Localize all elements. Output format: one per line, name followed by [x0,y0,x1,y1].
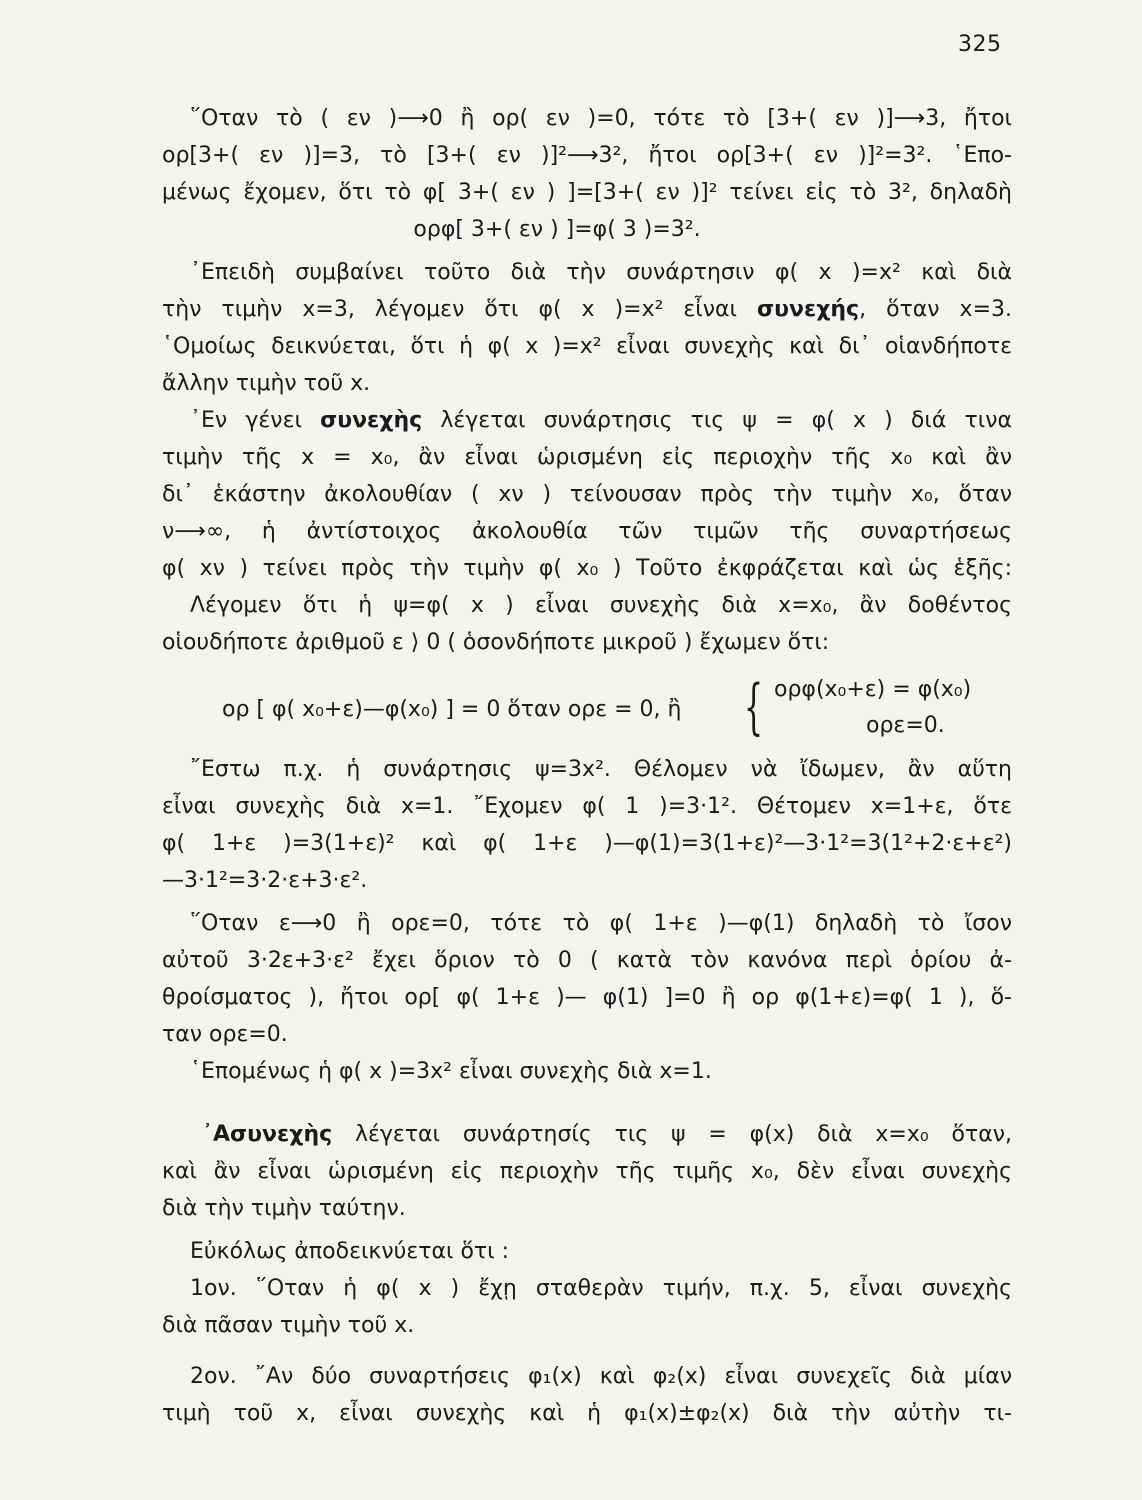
paragraphs-part-1 [162,100,1012,661]
limit-formula [162,671,1012,747]
text-line: φ( xν ) τείνει πρὸς τὴν τιμὴν φ( x₀ ) Τοῦτο ἐκφράζεται καὶ ὡς ἑξῆς: [162,556,1012,581]
text-line: οἱουδήποτε ἀριθμοῦ ε ⟩ 0 ( ὁσονδήποτε μικροῦ ) ἔχωμεν ὅτι: [162,630,830,655]
text-line: ῞Οταν ε⟶0 ἢ ορε=0, τότε τὸ φ( 1+ε )—φ(1) δηλαδὴ τὸ ἴσον [190,911,1012,936]
text-line: ν⟶∞, ἡ ἀντίστοιχος ἀκολουθία τῶν τιμῶν τῆς συναρτήσεως [162,519,1012,544]
text-line: αὐτοῦ 3·2ε+3·ε² ἔχει ὅριον τὸ 0 ( κατὰ τὸν κανόνα περὶ ὁρίου ἀ- [162,948,1012,973]
text-line: ῾Ομοίως δεικνύεται, ὅτι ἡ φ( x )=x² εἶναι συνεχὴς καὶ δι᾿ οἱανδήποτε [162,334,1012,359]
defined-term: συνεχὴς [320,408,423,433]
defined-term: ᾿Ασυνεχὴς [202,1122,333,1147]
text-line: εἶναι συνεχὴς διὰ x=1. ῎Εχομεν φ( 1 )=3·1². Θέτομεν x=1+ε, ὅτε [162,794,1012,819]
text-line: Λέγομεν ὅτι ἡ ψ=φ( x ) εἶναι συνεχὴς διὰ x=x₀, ἂν δοθέντος [190,593,1012,618]
text-line: διὰ τὴν τιμὴν ταύτην. [162,1196,406,1221]
text-line: 2ον. ῎Αν δύο συναρτήσεις φ₁(x) καὶ φ₂(x) εἶναι συνεχεῖς διὰ μίαν [190,1364,1012,1389]
text-line: ᾿Εν γένει συνεχὴς λέγεται συνάρτησις τις ψ = φ( x ) διά τινα [190,408,1012,433]
text-line: φ( 1+ε )=3(1+ε)² καὶ φ( 1+ε )—φ(1)=3(1+ε)²—3·1²=3(1²+2·ε+ε²) [162,831,1012,856]
text-line: —3·1²=3·2·ε+3·ε². [162,868,368,893]
text-line: ᾿Ασυνεχὴς λέγεται συνάρτησίς τις ψ = φ(x) διὰ x=x₀ ὅταν, [202,1122,1012,1147]
text-line: ᾿Επειδὴ συμβαίνει τοῦτο διὰ τὴν συνάρτησιν φ( x )=x² καὶ διὰ [190,260,1012,285]
text-line: ἄλλην τιμὴν τοῦ x. [162,371,371,396]
text-line: μένως ἔχομεν, ὅτι τὸ φ[ 3+( εν ) ]=[3+( εν )]² τείνει εἰς τὸ 3², δηλαδὴ [162,180,1012,205]
defined-term: συνεχής [756,297,860,322]
text-line: Εὐκόλως ἀποδεικνύεται ὅτι : [190,1239,510,1264]
text-body [162,100,1012,1432]
page-number: 325 [958,32,1002,57]
formula-left: ορ [ φ( x₀+ε)—φ(x₀) ] = 0 ὅταν ορε = 0, ἢ [222,697,682,722]
text-line: τιμὴ τοῦ x, εἶναι συνεχὴς καὶ ἡ φ₁(x)±φ₂(x) διὰ τὴν αὐτὴν τι- [162,1401,1012,1426]
text-line: τὴν τιμὴν x=3, λέγομεν ὅτι φ( x )=x² εἶναι συνεχής, ὅταν x=3. [162,297,1012,322]
text-line: τιμὴν τῆς x = x₀, ἂν εἶναι ὡρισμένη εἰς περιοχὴν τῆς x₀ καὶ ἂν [162,445,1012,470]
text-line: καὶ ἂν εἶναι ὡρισμένη εἰς περιοχὴν τῆς τιμῆς x₀, δὲν εἶναι συνεχὴς [162,1159,1012,1184]
formula-brace: { [744,672,764,742]
text-line: ορφ[ 3+( εν ) ]=φ( 3 )=3². [413,217,701,242]
formula-case-1: ορφ(x₀+ε) = φ(x₀) [774,677,972,702]
text-line: 1ον. ῞Οταν ἡ φ( x ) ἔχῃ σταθερὰν τιμήν, π.χ. 5, εἶναι συνεχὴς [190,1276,1012,1301]
paragraphs-part-2 [162,751,1012,1432]
text-line: δι᾿ ἑκάστην ἀκολουθίαν ( xν ) τείνουσαν πρὸς τὴν τιμὴν x₀, ὅταν [162,482,1012,507]
text-line: ῾Επομένως ἡ φ( x )=3x² εἶναι συνεχὴς διὰ x=1. [190,1059,712,1084]
text-line: ορ[3+( εν )]=3, τὸ [3+( εν )]²⟶3², ἤτοι ορ[3+( εν )]²=3². ῾Επο- [162,143,1012,168]
text-line: ῎Εστω π.χ. ἡ συνάρτησις ψ=3x². Θέλομεν νὰ ἴδωμεν, ἂν αὕτη [190,757,1012,782]
text-line: διὰ πᾶσαν τιμὴν τοῦ x. [162,1313,415,1338]
text-line: ῞Οταν τὸ ( εν )⟶0 ἢ ορ( εν )=0, τότε τὸ [3+( εν )]⟶3, ἤτοι [190,106,1012,131]
text-line: ταν ορε=0. [162,1022,288,1047]
text-line: θροίσματος ), ἤτοι ορ[ φ( 1+ε )— φ(1) ]=0 ἢ ορ φ(1+ε)=φ( 1 ), ὅ- [162,985,1012,1010]
formula-case-2: ορε=0. [866,713,945,738]
